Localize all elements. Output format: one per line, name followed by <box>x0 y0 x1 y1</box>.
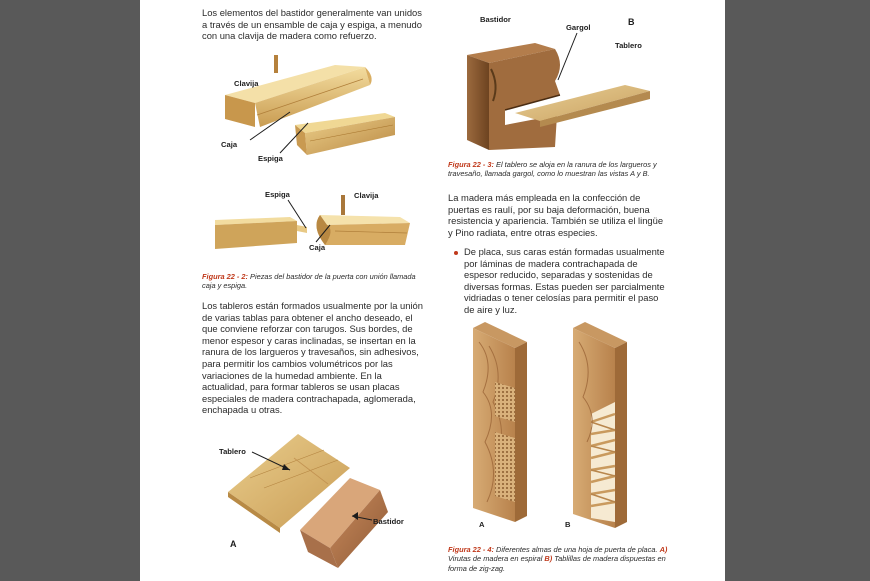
caption-figure-22-4-a-text: Virutas de madera en espiral <box>448 554 545 564</box>
label-clavija-top: Clavija <box>234 79 259 88</box>
label-caja-bottom: Caja <box>309 243 326 252</box>
caption-figure-22-4-text: Diferentes almas de una hoja de puerta de placa. <box>494 545 658 554</box>
door-core-illustrations <box>465 322 635 532</box>
caption-figure-22-3 <box>448 160 670 179</box>
intro-paragraph: Los elementos del bastidor generalmente van unidos a través de un ensamble de caja y espiga, a menudo con una clavija de madera como refuerzo. <box>202 7 422 42</box>
caption-figure-22-2-number: Figura 22 - 2: <box>202 272 248 281</box>
caption-figure-22-4-b-text: Tablillas de madera dispuestas en forma de zig-zag. <box>448 554 666 573</box>
label-tablero-a: Tablero <box>219 447 246 456</box>
label-clavija-bottom: Clavija <box>354 191 379 200</box>
caption-figure-22-2-text: Piezas del bastidor de la puerta con unión llamada caja y espiga. <box>202 272 416 291</box>
figure-letter-b: B <box>628 17 635 27</box>
caption-figure-22-4 <box>448 545 670 573</box>
door-label-a: A <box>479 520 485 529</box>
caption-figure-22-3-text: El tablero se aloja en la ranura de los largueros y travesaño, llamada gargol, como lo muestran las vistas A y B. <box>448 160 657 179</box>
caption-figure-22-4-a-marker: A) <box>659 545 668 554</box>
label-bastidor-b: Bastidor <box>480 15 511 24</box>
label-espiga-top: Espiga <box>258 154 283 163</box>
caption-figure-22-3-number: Figura 22 - 3: <box>448 160 494 169</box>
label-gargol-b: Gargol <box>566 23 591 32</box>
bullet-placa-text: De placa, sus caras están formadas usualmente por láminas de madera contrachapada de espesor reducido, separadas y sostenidas de diversas formas. Estas pueden ser parcialmente vidriadas o tener celosías para permitir el paso de aire y luz. <box>464 246 665 315</box>
caption-figure-22-4-b-marker: B) <box>544 554 553 564</box>
label-bastidor-a: Bastidor <box>373 517 404 526</box>
label-caja-top: Caja <box>221 140 238 149</box>
madera-paragraph: La madera más empleada en la confección de puertas es raulí, por su baja deformación, buena resistencia y apariencia. También se utiliza el lingüe y Pino radiata, entre otras especies. <box>448 192 664 238</box>
document-page <box>140 0 725 581</box>
door-label-b: B <box>565 520 571 529</box>
tableros-paragraph: Los tableros están formados usualmente por la unión de varias tablas para obtener el ancho deseado, el que conviene reforzar con tarugos. Sus bordes, de menor espesor y caras inclinadas, se insertan en la ranura de los largueros y travesaños, sin adhesivos, para permitir los cambios volumétricos por las variaciones de la humedad ambiente. En la actualidad, para formar tableros se usan placas especiales de madera contrachapada, aglomerada, enchapada u otras. <box>202 300 423 416</box>
label-tablero-b: Tablero <box>615 41 642 50</box>
viewer-background-left <box>0 0 140 581</box>
viewer-background-right <box>725 0 870 581</box>
label-espiga-bottom: Espiga <box>265 190 290 199</box>
caption-figure-22-4-number: Figura 22 - 4: <box>448 545 494 554</box>
figure-letter-a: A <box>230 539 237 549</box>
bullet-marker <box>454 251 458 255</box>
